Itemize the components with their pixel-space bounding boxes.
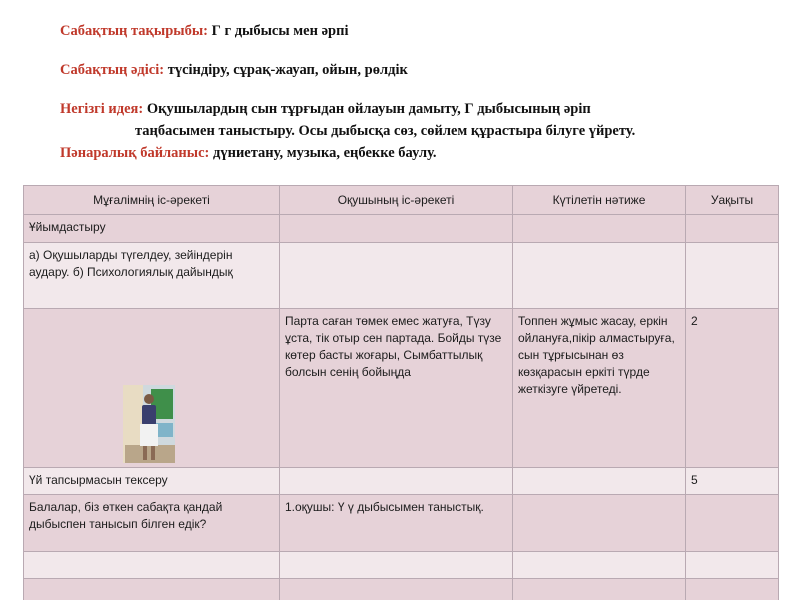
lesson-header	[60, 20, 780, 164]
result-cell	[513, 243, 686, 309]
idea-value-line2: таңбасымен таныстыру. Осы дыбысқа сөз, сөйлем құрастыра білуге үйрету.	[135, 123, 636, 139]
time-cell: 2	[686, 309, 779, 468]
topic-line	[60, 20, 780, 42]
time-cell: 5	[686, 468, 779, 495]
time-cell	[686, 579, 779, 600]
result-cell	[513, 552, 686, 579]
result-cell	[513, 468, 686, 495]
time-cell	[686, 243, 779, 309]
teacher-cell: Ұйымдастыру	[24, 215, 280, 243]
teacher-cell: а) Оқушыларды түгелдеу, зейіндерін аудару. б) Психологиялық дайындық	[24, 243, 280, 309]
teacher-cell: Үй тапсырмасын тексеру	[24, 468, 280, 495]
table-row	[24, 579, 779, 600]
teacher-photo	[123, 385, 175, 463]
table-row	[24, 215, 779, 243]
lesson-plan-table	[23, 185, 779, 600]
col-header-student: Оқушының іс-әрекеті	[280, 186, 513, 215]
teacher-cell	[24, 552, 280, 579]
idea-line	[60, 98, 780, 120]
col-header-time: Уақыты	[686, 186, 779, 215]
teacher-cell	[24, 579, 280, 600]
student-cell	[280, 243, 513, 309]
time-cell	[686, 495, 779, 552]
topic-label: Сабақтың тақырыбы:	[60, 23, 209, 39]
table-row	[24, 468, 779, 495]
links-label: Пәнаралық байланыс:	[60, 145, 210, 161]
col-header-teacher: Мұғалімнің іс-әрекеті	[24, 186, 280, 215]
student-cell	[280, 468, 513, 495]
col-header-result: Күтілетін нәтиже	[513, 186, 686, 215]
result-cell	[513, 579, 686, 600]
teacher-cell: Балалар, біз өткен сабақта қандай дыбыспен танысып білген едік?	[24, 495, 280, 552]
student-cell	[280, 215, 513, 243]
idea-label: Негізгі идея:	[60, 101, 144, 117]
student-cell: Парта саған төмек емес жатуға, Түзу ұста, тік отыр сен партада. Бойды түзе көтер басты жоғары, Сымбаттылық болсын сенің бойыңда	[280, 309, 513, 468]
time-cell	[686, 215, 779, 243]
student-cell	[280, 552, 513, 579]
result-cell: Топпен жұмыс жасау, еркін ойлануға,пікір алмастыруға, сын тұрғысынан өз көзқарасын еркіті түрде жеткізуге үйретеді.	[513, 309, 686, 468]
method-value: түсіндіру, сұрақ-жауап, ойын, рөлдік	[167, 62, 408, 78]
table-header-row	[24, 186, 779, 215]
method-line	[60, 59, 780, 81]
table-row	[24, 243, 779, 309]
topic-value: Г г дыбысы мен әрпі	[211, 23, 349, 39]
links-value: дүниетану, музыка, еңбекке баулу.	[213, 145, 437, 161]
idea-value-line1: Оқушылардың сын тұрғыдан ойлауын дамыту, Г дыбысының әріп	[146, 101, 591, 117]
method-label: Сабақтың әдісі:	[60, 62, 165, 78]
table-row	[24, 495, 779, 552]
table-row	[24, 552, 779, 579]
teacher-photo-cell	[24, 309, 280, 468]
time-cell	[686, 552, 779, 579]
table-row	[24, 309, 779, 468]
idea-line-2	[60, 120, 780, 142]
student-cell: 1.оқушы: Ү ү дыбысымен таныстық.	[280, 495, 513, 552]
links-line	[60, 142, 780, 164]
result-cell	[513, 495, 686, 552]
student-cell	[280, 579, 513, 600]
result-cell	[513, 215, 686, 243]
